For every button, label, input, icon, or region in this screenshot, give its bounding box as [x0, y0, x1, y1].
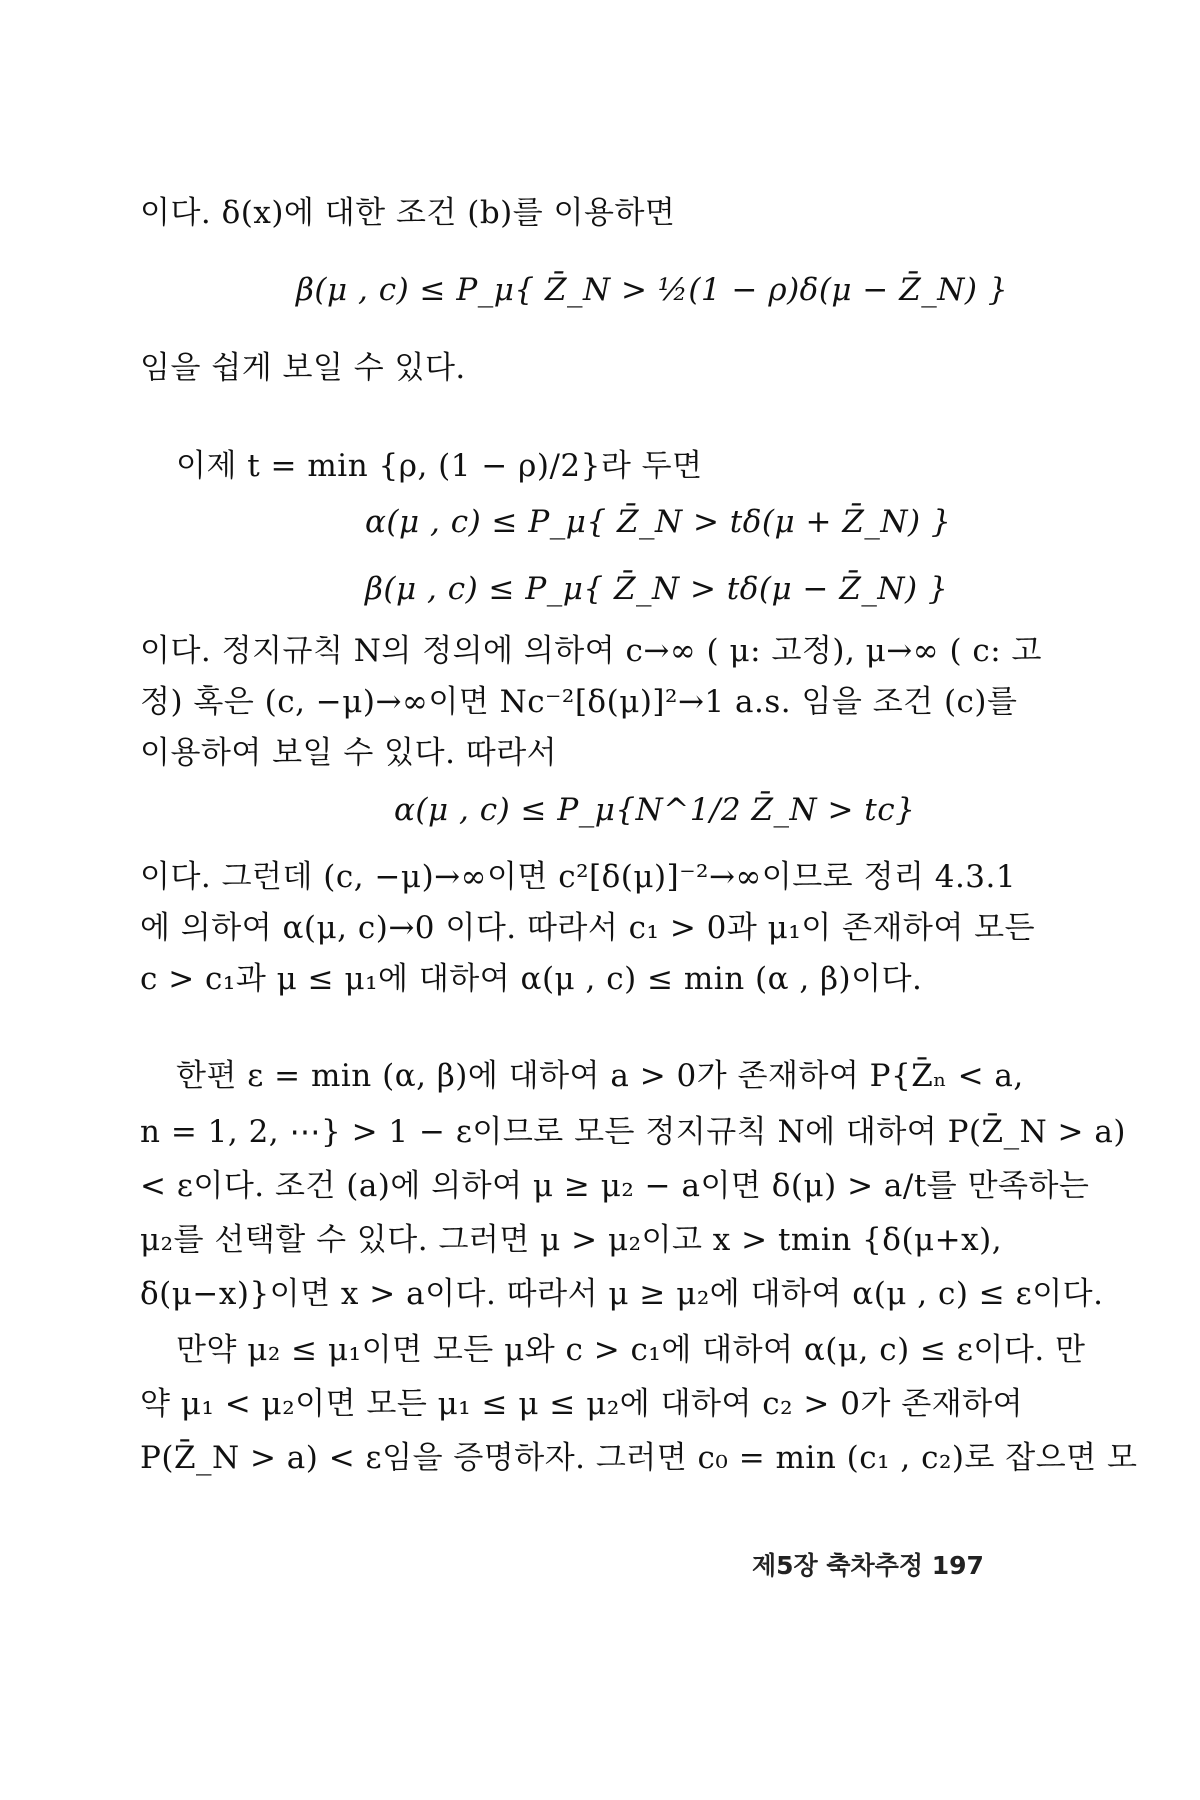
text-line: c > c₁과 μ ≤ μ₁에 대하여 α(μ , c) ≤ min (α , β)이다. — [140, 961, 923, 997]
equation: α(μ , c) ≤ P_μ{ Z̄_N > tδ(μ + Z̄_N) } — [365, 504, 952, 540]
text-line: 정) 혹은 (c, −μ)→∞이면 Nc⁻²[δ(μ)]²→1 a.s. 임을 조건 (c)를 — [140, 684, 1018, 720]
text-line: 이다. 그런데 (c, −μ)→∞이면 c²[δ(μ)]⁻²→∞이므로 정리 4.3.1 — [140, 859, 1017, 895]
page-footer: 제5장 축차추정 197 — [752, 1551, 984, 1580]
equation: α(μ , c) ≤ P_μ{N^1/2 Z̄_N > tc} — [394, 792, 916, 828]
text-line: 한편 ε = min (α, β)에 대하여 a > 0가 존재하여 P{Z̄ₙ < a, — [176, 1058, 1024, 1094]
text-line: n = 1, 2, ⋯} > 1 − ε이므로 모든 정지규칙 N에 대하여 P(Z̄_N > a) — [140, 1114, 1126, 1150]
text-line: 이용하여 보일 수 있다. 따라서 — [140, 735, 558, 771]
text-line: δ(μ−x)}이면 x > a이다. 따라서 μ ≥ μ₂에 대하여 α(μ , c) ≤ ε이다. — [140, 1276, 1104, 1312]
text-line: P(Z̄_N > a) < ε임을 증명하자. 그러면 c₀ = min (c₁ , c₂)로 잡으면 모 — [140, 1440, 1138, 1476]
text-line: 이제 t = min {ρ, (1 − ρ)/2}라 두면 — [176, 448, 703, 484]
text-line: 약 μ₁ < μ₂이면 모든 μ₁ ≤ μ ≤ μ₂에 대하여 c₂ > 0가 존재하여 — [140, 1386, 1024, 1422]
text-line: 만약 μ₂ ≤ μ₁이면 모든 μ와 c > c₁에 대하여 α(μ, c) ≤ ε이다. 만 — [176, 1332, 1086, 1368]
text-line: 에 의하여 α(μ, c)→0 이다. 따라서 c₁ > 0과 μ₁이 존재하여 모든 — [140, 910, 1036, 946]
equation: β(μ , c) ≤ P_μ{ Z̄_N > tδ(μ − Z̄_N) } — [365, 571, 949, 607]
text-line: 이다. 정지규칙 N의 정의에 의하여 c→∞ ( μ: 고정), μ→∞ ( c: 고 — [140, 633, 1043, 669]
text-line: 이다. δ(x)에 대한 조건 (b)를 이용하면 — [140, 195, 676, 231]
text-line: 임을 쉽게 보일 수 있다. — [140, 350, 466, 386]
text-line: μ₂를 선택할 수 있다. 그러면 μ > μ₂이고 x > tmin {δ(μ+x), — [140, 1222, 1003, 1258]
text-line: < ε이다. 조건 (a)에 의하여 μ ≥ μ₂ − a이면 δ(μ) > a/t를 만족하는 — [140, 1168, 1090, 1204]
equation: β(μ , c) ≤ P_μ{ Z̄_N > ½(1 − ρ)δ(μ − Z̄_N) } — [296, 272, 1009, 308]
